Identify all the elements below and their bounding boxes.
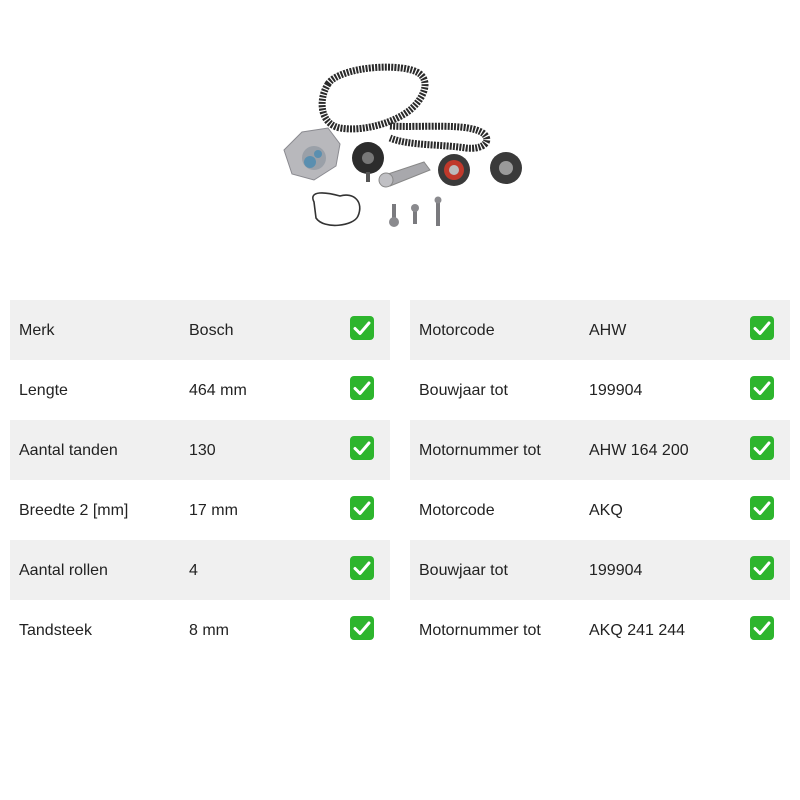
- check-icon: [750, 556, 774, 580]
- spec-label: Motorcode: [419, 322, 495, 339]
- check-icon: [350, 616, 374, 640]
- spec-value: AKQ 241 244: [589, 622, 686, 639]
- check-icon: [750, 376, 774, 400]
- spec-value: 199904: [589, 562, 643, 579]
- spec-row: [10, 600, 390, 660]
- spec-row: [10, 480, 390, 540]
- spec-value: 130: [189, 442, 216, 459]
- spec-label: Breedte 2 [mm]: [19, 502, 129, 519]
- spec-row: [10, 300, 390, 360]
- check-icon: [750, 496, 774, 520]
- spec-value: AHW: [589, 322, 627, 339]
- spec-row: [410, 420, 790, 480]
- spec-label: Aantal rollen: [19, 562, 108, 579]
- spec-label: Motornummer tot: [419, 622, 541, 639]
- check-icon: [350, 436, 374, 460]
- spec-label: Aantal tanden: [19, 442, 118, 459]
- spec-table-right: [410, 300, 790, 660]
- spec-label: Bouwjaar tot: [419, 382, 508, 399]
- spec-value: Bosch: [189, 322, 234, 339]
- spec-label: Lengte: [19, 382, 68, 399]
- spec-label: Merk: [19, 322, 55, 339]
- check-icon: [750, 616, 774, 640]
- spec-label: Motorcode: [419, 502, 495, 519]
- spec-row: [410, 300, 790, 360]
- check-icon: [750, 316, 774, 340]
- spec-value: 4: [189, 562, 198, 579]
- product-image: [270, 62, 532, 234]
- spec-value: AHW 164 200: [589, 442, 689, 459]
- spec-value: 17 mm: [189, 502, 238, 519]
- spec-table-left: [10, 300, 390, 660]
- check-icon: [350, 316, 374, 340]
- spec-value: AKQ: [589, 502, 623, 519]
- spec-value: 199904: [589, 382, 643, 399]
- spec-row: [410, 480, 790, 540]
- spec-row: [410, 600, 790, 660]
- spec-value: 464 mm: [189, 382, 247, 399]
- check-icon: [350, 556, 374, 580]
- check-icon: [750, 436, 774, 460]
- spec-row: [410, 360, 790, 420]
- spec-row: [10, 540, 390, 600]
- spec-row: [10, 360, 390, 420]
- spec-label: Tandsteek: [19, 622, 92, 639]
- spec-row: [10, 420, 390, 480]
- spec-value: 8 mm: [189, 622, 229, 639]
- check-icon: [350, 496, 374, 520]
- spec-label: Motornummer tot: [419, 442, 541, 459]
- check-icon: [350, 376, 374, 400]
- spec-label: Bouwjaar tot: [419, 562, 508, 579]
- spec-row: [410, 540, 790, 600]
